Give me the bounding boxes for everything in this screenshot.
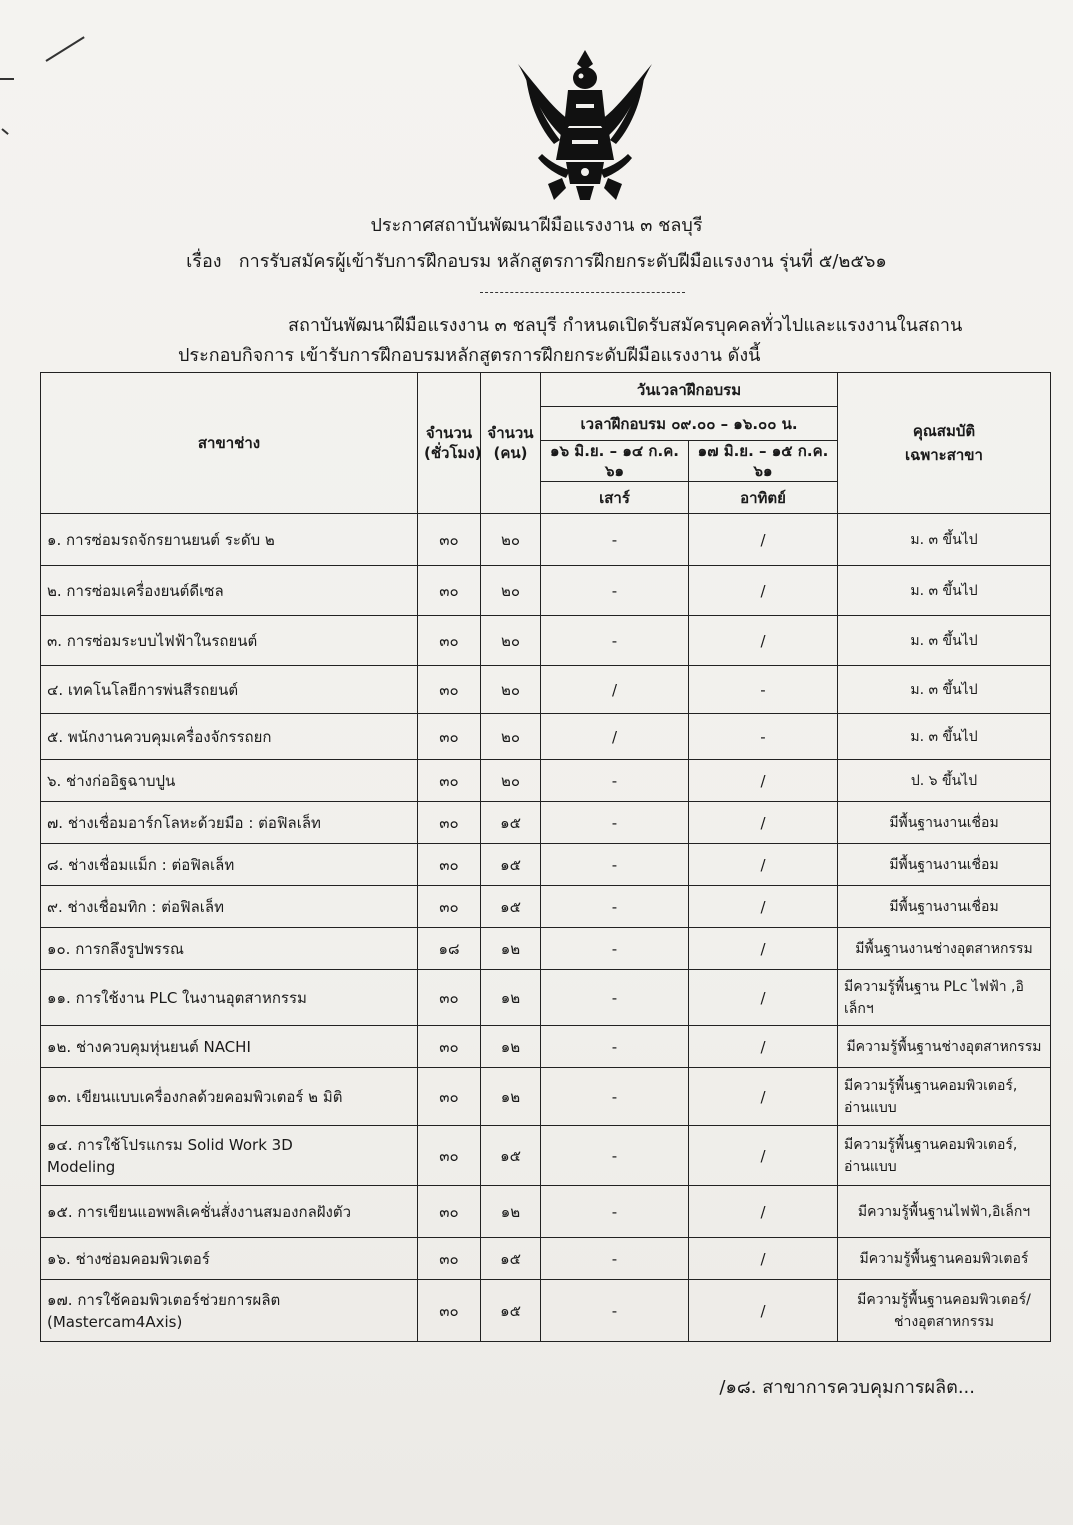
cell-qualification: มีความรู้พื้นฐานช่างอุตสาหกรรม xyxy=(838,1026,1051,1068)
cell-sunday: / xyxy=(689,1238,838,1280)
cell-qualification: ม. ๓ ขึ้นไป xyxy=(838,616,1051,666)
cell-hours: ๓๐ xyxy=(418,760,481,802)
table-row xyxy=(41,928,1051,970)
cell-branch-name: ๑๒. ช่างควบคุมหุ่นยนต์ NACHI xyxy=(41,1026,418,1068)
cell-branch-name: ๗. ช่างเชื่อมอาร์กโลหะด้วยมือ : ต่อฟิลเล็ท xyxy=(41,802,418,844)
cell-people: ๒๐ xyxy=(481,666,541,714)
cell-branch-name: ๓. การซ่อมระบบไฟฟ้าในรถยนต์ xyxy=(41,616,418,666)
header-people: จำนวน (คน) xyxy=(481,373,541,514)
cell-branch-name: ๘. ช่างเชื่อมแม็ก : ต่อฟิลเล็ท xyxy=(41,844,418,886)
cell-sunday: / xyxy=(689,928,838,970)
cell-hours: ๓๐ xyxy=(418,970,481,1026)
cell-people: ๑๕ xyxy=(481,802,541,844)
cell-saturday: - xyxy=(541,760,689,802)
cell-qualification: มีความรู้พื้นฐานคอมพิวเตอร์, อ่านแบบ xyxy=(838,1068,1051,1126)
cell-qualification: มีความรู้พื้นฐาน PLc ไฟฟ้า ,อิเล็กฯ xyxy=(838,970,1051,1026)
cell-sunday: - xyxy=(689,714,838,760)
cell-saturday: - xyxy=(541,1280,689,1342)
subject-text: การรับสมัครผู้เข้ารับการฝึกอบรม หลักสูตรการฝึกยกระดับฝีมือแรงงาน รุ่นที่ ๕/๒๕๖๑ xyxy=(238,251,887,272)
cell-people: ๑๒ xyxy=(481,1068,541,1126)
cell-qualification: มีพื้นฐานงานเชื่อม xyxy=(838,802,1051,844)
cell-people: ๒๐ xyxy=(481,566,541,616)
cell-branch-name: ๕. พนักงานควบคุมเครื่องจักรรถยก xyxy=(41,714,418,760)
announcement-title: ประกาศสถาบันพัฒนาฝีมือแรงงาน ๓ ชลบุรี xyxy=(370,215,703,236)
cell-people: ๒๐ xyxy=(481,714,541,760)
cell-qualification: มีความรู้พื้นฐานคอมพิวเตอร์/ ช่างอุตสาหกรรม xyxy=(838,1280,1051,1342)
table-row xyxy=(41,1126,1051,1186)
table-row xyxy=(41,802,1051,844)
cell-sunday: / xyxy=(689,886,838,928)
header-period-2: ๑๗ มิ.ย. – ๑๕ ก.ค. ๖๑ xyxy=(689,441,838,482)
cell-saturday: - xyxy=(541,566,689,616)
table-row xyxy=(41,514,1051,566)
table-row xyxy=(41,1068,1051,1126)
intro-line-1: สถาบันพัฒนาฝีมือแรงงาน ๓ ชลบุรี กำหนดเปิดรับสมัครบุคคลทั่วไปและแรงงานในสถาน xyxy=(288,315,963,336)
cell-qualification: ม. ๓ ขึ้นไป xyxy=(838,566,1051,616)
cell-saturday: - xyxy=(541,886,689,928)
cell-hours: ๓๐ xyxy=(418,1126,481,1186)
cell-people: ๑๕ xyxy=(481,844,541,886)
cell-saturday: - xyxy=(541,802,689,844)
cell-saturday: / xyxy=(541,714,689,760)
cell-sunday: / xyxy=(689,1280,838,1342)
scan-mark xyxy=(0,78,14,80)
table-row xyxy=(41,886,1051,928)
header-period-1: ๑๖ มิ.ย. – ๑๔ ก.ค. ๖๑ xyxy=(541,441,689,482)
cell-saturday: - xyxy=(541,514,689,566)
cell-qualification: ม. ๓ ขึ้นไป xyxy=(838,714,1051,760)
cell-people: ๑๕ xyxy=(481,1280,541,1342)
scan-mark xyxy=(1,128,8,135)
cell-sunday: / xyxy=(689,1026,838,1068)
cell-hours: ๓๐ xyxy=(418,514,481,566)
subject-label: เรื่อง xyxy=(186,251,222,272)
cell-saturday: - xyxy=(541,970,689,1026)
scan-mark xyxy=(45,36,84,62)
cell-sunday: / xyxy=(689,760,838,802)
cell-qualification: มีพื้นฐานงานช่างอุตสาหกรรม xyxy=(838,928,1051,970)
cell-qualification: มีความรู้พื้นฐานคอมพิวเตอร์ xyxy=(838,1238,1051,1280)
cell-hours: ๑๘ xyxy=(418,928,481,970)
cell-saturday: - xyxy=(541,1026,689,1068)
cell-hours: ๓๐ xyxy=(418,666,481,714)
cell-qualification: มีความรู้พื้นฐานไฟฟ้า,อิเล็กฯ xyxy=(838,1186,1051,1238)
cell-sunday: / xyxy=(689,1126,838,1186)
cell-qualification: มีความรู้พื้นฐานคอมพิวเตอร์, อ่านแบบ xyxy=(838,1126,1051,1186)
cell-sunday: / xyxy=(689,970,838,1026)
header-training-time: เวลาฝึกอบรม ๐๙.๐๐ – ๑๖.๐๐ น. xyxy=(541,407,838,441)
training-table xyxy=(40,372,1051,1342)
table-row xyxy=(41,760,1051,802)
header-saturday: เสาร์ xyxy=(541,482,689,514)
cell-qualification: ม. ๓ ขึ้นไป xyxy=(838,514,1051,566)
table-row xyxy=(41,844,1051,886)
cell-sunday: / xyxy=(689,514,838,566)
cell-hours: ๓๐ xyxy=(418,886,481,928)
cell-saturday: - xyxy=(541,1238,689,1280)
cell-sunday: / xyxy=(689,616,838,666)
cell-hours: ๓๐ xyxy=(418,616,481,666)
cell-hours: ๓๐ xyxy=(418,714,481,760)
cell-people: ๑๒ xyxy=(481,1186,541,1238)
cell-branch-name: ๔. เทคโนโลยีการพ่นสีรถยนต์ xyxy=(41,666,418,714)
garuda-emblem xyxy=(510,44,660,204)
cell-sunday: / xyxy=(689,566,838,616)
cell-qualification: ป. ๖ ขึ้นไป xyxy=(838,760,1051,802)
cell-hours: ๓๐ xyxy=(418,1280,481,1342)
cell-hours: ๓๐ xyxy=(418,1238,481,1280)
cell-branch-name: ๒. การซ่อมเครื่องยนต์ดีเซล xyxy=(41,566,418,616)
table-row xyxy=(41,566,1051,616)
cell-people: ๑๒ xyxy=(481,928,541,970)
table-row xyxy=(41,616,1051,666)
announcement-subject xyxy=(0,250,1073,274)
cell-hours: ๓๐ xyxy=(418,1068,481,1126)
header-qualification: คุณสมบัติ เฉพาะสาขา xyxy=(838,373,1051,514)
table-row xyxy=(41,1238,1051,1280)
cell-branch-name: ๑๓. เขียนแบบเครื่องกลด้วยคอมพิวเตอร์ ๒ มิติ xyxy=(41,1068,418,1126)
table-row xyxy=(41,1026,1051,1068)
cell-people: ๒๐ xyxy=(481,514,541,566)
cell-hours: ๓๐ xyxy=(418,566,481,616)
cell-people: ๒๐ xyxy=(481,616,541,666)
cell-qualification: ม. ๓ ขึ้นไป xyxy=(838,666,1051,714)
cell-qualification: มีพื้นฐานงานเชื่อม xyxy=(838,844,1051,886)
cell-branch-name: ๑๐. การกลึงรูปพรรณ xyxy=(41,928,418,970)
cell-sunday: / xyxy=(689,1068,838,1126)
cell-saturday: - xyxy=(541,1126,689,1186)
continued-note: /๑๘. สาขาการควบคุมการผลิต... xyxy=(719,1377,975,1398)
cell-saturday: - xyxy=(541,1068,689,1126)
header-branch: สาขาช่าง xyxy=(41,373,418,514)
cell-hours: ๓๐ xyxy=(418,1186,481,1238)
header-hours: จำนวน (ชั่วโมง) xyxy=(418,373,481,514)
cell-hours: ๓๐ xyxy=(418,802,481,844)
cell-branch-name: ๖. ช่างก่ออิฐฉาบปูน xyxy=(41,760,418,802)
cell-sunday: / xyxy=(689,802,838,844)
cell-branch-name: ๑๗. การใช้คอมพิวเตอร์ช่วยการผลิต (Mastercam4Axis) xyxy=(41,1280,418,1342)
table-row xyxy=(41,1186,1051,1238)
cell-branch-name: ๙. ช่างเชื่อมทิก : ต่อฟิลเล็ท xyxy=(41,886,418,928)
cell-branch-name: ๑๔. การใช้โปรแกรม Solid Work 3D Modeling xyxy=(41,1126,418,1186)
cell-branch-name: ๑๕. การเขียนแอพพลิเคชั่นสั่งงานสมองกลฝังตัว xyxy=(41,1186,418,1238)
cell-saturday: - xyxy=(541,844,689,886)
table-row xyxy=(41,714,1051,760)
cell-saturday: - xyxy=(541,928,689,970)
cell-saturday: / xyxy=(541,666,689,714)
cell-sunday: / xyxy=(689,844,838,886)
header-sunday: อาทิตย์ xyxy=(689,482,838,514)
cell-people: ๑๕ xyxy=(481,886,541,928)
cell-branch-name: ๑. การซ่อมรถจักรยานยนต์ ระดับ ๒ xyxy=(41,514,418,566)
cell-hours: ๓๐ xyxy=(418,1026,481,1068)
cell-people: ๑๒ xyxy=(481,970,541,1026)
cell-people: ๒๐ xyxy=(481,760,541,802)
intro-line-2: ประกอบกิจการ เข้ารับการฝึกอบรมหลักสูตรการฝึกยกระดับฝีมือแรงงาน ดังนี้ xyxy=(178,345,761,366)
cell-saturday: - xyxy=(541,616,689,666)
table-row xyxy=(41,970,1051,1026)
cell-hours: ๓๐ xyxy=(418,844,481,886)
cell-people: ๑๕ xyxy=(481,1126,541,1186)
table-row xyxy=(41,666,1051,714)
cell-people: ๑๕ xyxy=(481,1238,541,1280)
header-training-datetime: วันเวลาฝึกอบรม xyxy=(541,373,838,407)
cell-sunday: / xyxy=(689,1186,838,1238)
table-row xyxy=(41,1280,1051,1342)
cell-sunday: - xyxy=(689,666,838,714)
cell-people: ๑๒ xyxy=(481,1026,541,1068)
cell-saturday: - xyxy=(541,1186,689,1238)
cell-branch-name: ๑๑. การใช้งาน PLC ในงานอุตสาหกรรม xyxy=(41,970,418,1026)
cell-branch-name: ๑๖. ช่างซ่อมคอมพิวเตอร์ xyxy=(41,1238,418,1280)
cell-qualification: มีพื้นฐานงานเชื่อม xyxy=(838,886,1051,928)
divider xyxy=(480,292,685,293)
